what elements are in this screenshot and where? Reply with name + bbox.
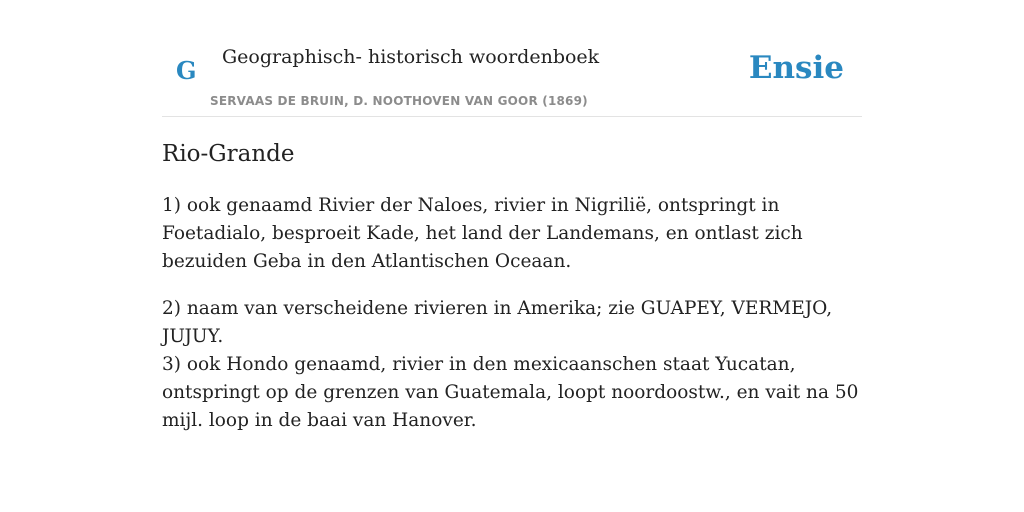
entry-line: 3) ook Hondo genaamd, rivier in den mexicaanschen staat Yucatan, ontspringt op de grenzen van Guatemala, loopt noordoostw., en vait na 50 mijl. loop in de baai van Hanover.	[162, 354, 859, 431]
book-header	[162, 36, 862, 117]
ensie-logo[interactable]: Ensie	[748, 50, 844, 86]
entry-line: 2) naam van verscheidene rivieren in Amerika; zie GUAPEY, VERMEJO, JUJUY.	[162, 298, 833, 347]
book-author: SERVAAS DE BRUIN, D. NOOTHOVEN VAN GOOR (1869)	[210, 94, 588, 108]
entry-paragraph: 1) ook genaamd Rivier der Naloes, rivier in Nigrilië, ontspringt in Foetadialo, besproeit Kade, het land der Landemans, en ontlast zich bezuiden Geba in den Atlantischen Oceaan.	[162, 195, 803, 272]
entry-paragraph	[162, 295, 862, 435]
letter-index-badge[interactable]: G	[176, 56, 197, 85]
entry-title: Rio-Grande	[162, 141, 295, 167]
book-title[interactable]: Geographisch- historisch woordenboek	[222, 46, 600, 68]
dictionary-entry	[162, 138, 862, 454]
